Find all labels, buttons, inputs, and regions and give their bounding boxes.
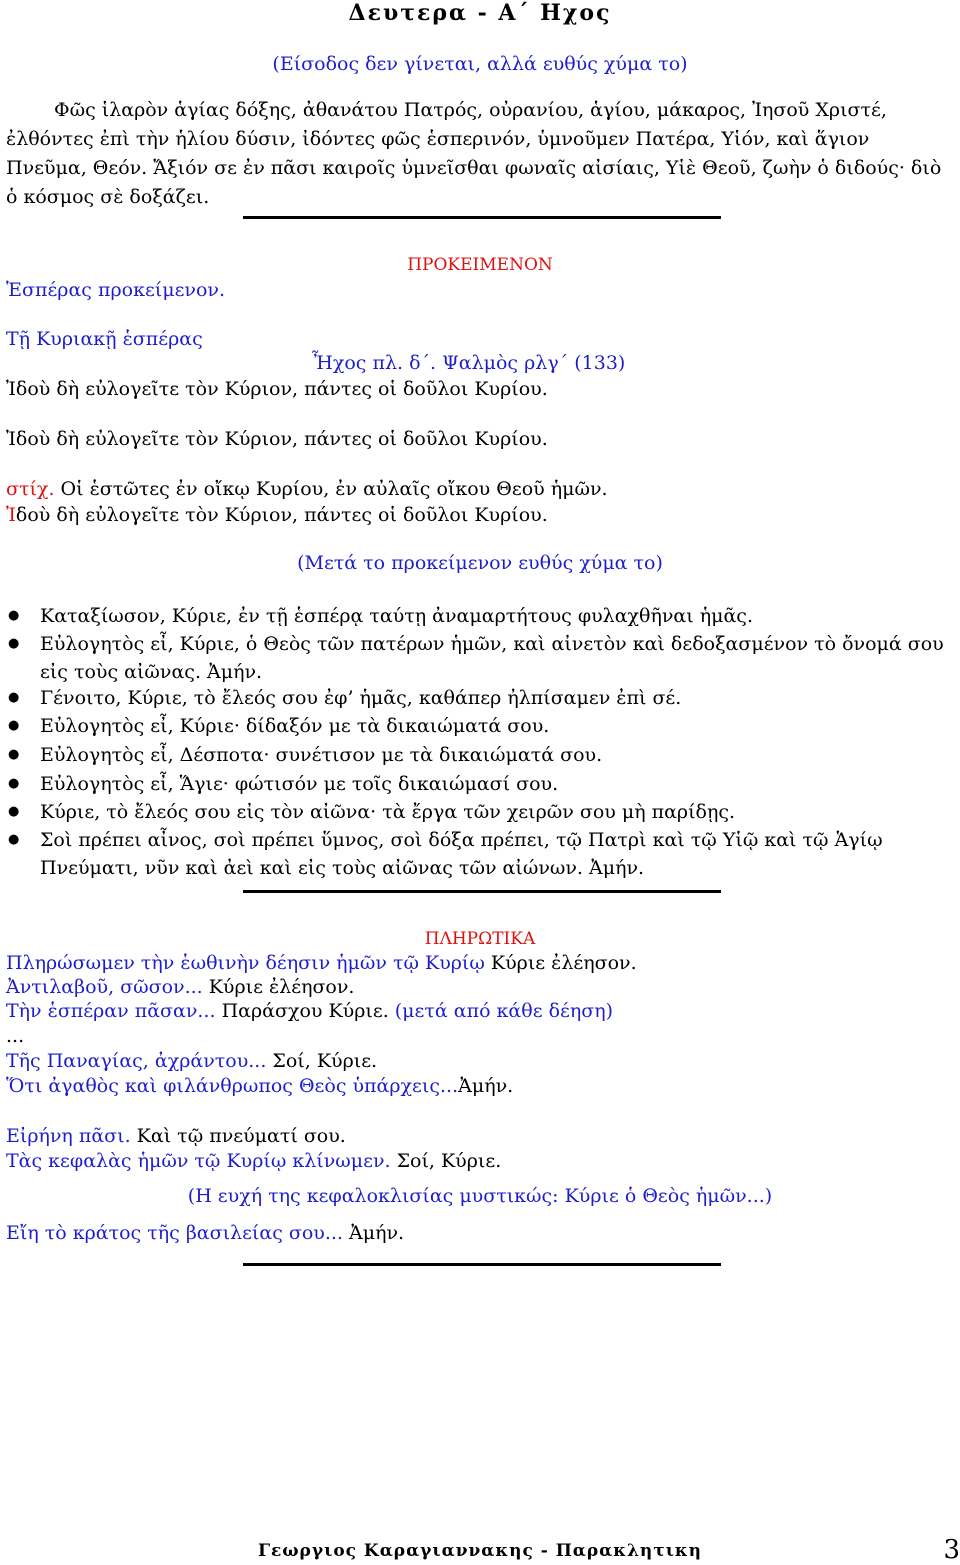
list-item: ● Σοὶ πρέπει αἶνος, σοὶ πρέπει ὕμνος, σοὶ δόξα πρέπει, τῷ Πατρὶ καὶ τῷ Υἱῷ καὶ τῷ Ἁγίῳ Πνεύματι, νῦν καὶ ἀεὶ καὶ εἰς τοὺς αἰῶνας τῶν αἰώνων. Ἀμήν.: [40, 826, 952, 882]
divider: [243, 216, 721, 219]
list-item: ● Εὐλογητὸς εἶ, Κύριε, ὁ Θεὸς τῶν πατέρων ἡμῶν, καὶ αἰνετὸν καὶ δεδοξασμένον τὸ ὄνομά σου εἰς τοὺς αἰῶνας. Ἀμήν.: [40, 630, 952, 686]
prokeimenon-label: Ἑσπέρας προκείμενον.: [6, 279, 226, 301]
after-prokeimenon-rubric: (Μετά το προκείμενον ευθύς χύμα το): [297, 552, 663, 574]
list-item: ● Εὐλογητὸς εἶ, Κύριε· δίδαξόν με τὰ δικαιώματά σου.: [40, 712, 952, 740]
divider: [243, 1263, 721, 1266]
response: Παράσχου Κύριε.: [215, 1000, 389, 1022]
plirotika-line: [6, 1073, 513, 1099]
prokeimenon-verse: Ἰδοὺ δὴ εὐλογεῖτε τὸν Κύριον, πάντες οἱ δοῦλοι Κυρίου.: [6, 378, 548, 400]
prokeimenon-stich: [6, 476, 608, 502]
prokeimenon-tone: Ἦχος πλ. δ΄. Ψαλμὸς ρλγ΄ (133): [312, 352, 626, 374]
response: Σοί, Κύριε.: [266, 1050, 378, 1072]
verse-text: δοὺ δὴ εὐλογεῖτε τὸν Κύριον, πάντες οἱ δοῦλοι Κυρίου.: [15, 504, 548, 526]
list-item: ● Καταξίωσον, Κύριε, ἐν τῇ ἑσπέρᾳ ταύτῃ ἀναμαρτήτους φυλαχθῆναι ἡμᾶς.: [40, 602, 952, 630]
plirotika-line: [6, 1123, 346, 1149]
phos-hilaron-text: Φῶς ἱλαρὸν ἁγίας δόξης, ἀθανάτου Πατρός, οὐρανίου, ἁγίου, μάκαρος, Ἰησοῦ Χριστέ, ἐλθόντες ἐπὶ τὴν ἡλίου δύσιν, ἰδόντες φῶς ἑσπερινόν, ὑμνοῦμεν Πατέρα, Υἱόν, καὶ ἅγιον Πνεῦμα, Θεόν. Ἄξιόν σε ἐν πᾶσι καιροῖς ὑμνεῖσθαι φωναῖς αἰσίαις, Υἱὲ Θεοῦ, ζωὴν ὁ διδούς· διὸ ὁ κόσμος σὲ δοξάζει.: [6, 99, 942, 208]
footer-text: Γεωργιος Καραγιαννακης - Παρακλητικη: [257, 1541, 703, 1561]
list-item: ● Εὐλογητὸς εἶ, Ἅγιε· φώτισόν με τοῖς δικαιώμασί σου.: [40, 770, 952, 798]
response: Καὶ τῷ πνεύματί σου.: [130, 1125, 346, 1147]
petition: Τῆς Παναγίας, ἀχράντου...: [6, 1050, 267, 1072]
list-item: ● Γένοιτο, Κύριε, τὸ ἔλεός σου ἐφ’ ἡμᾶς, καθάπερ ἠλπίσαμεν ἐπὶ σέ.: [40, 684, 952, 712]
plirotika-line: [6, 974, 354, 1000]
plirotika-line: [6, 1048, 377, 1074]
petition: Εἴη τὸ κράτος τῆς βασιλείας σου...: [6, 1222, 343, 1244]
verse-initial: Ἰ: [6, 504, 16, 526]
divider: [243, 890, 721, 893]
page-number: 3: [943, 1535, 960, 1565]
petition: Πληρώσωμεν τὴν ἑωθινὴν δέησιν ἡμῶν τῷ Κυρίῳ: [6, 952, 485, 974]
prokeimenon-verse-final: [6, 502, 548, 528]
list-item: ● Κύριε, τὸ ἔλεός σου εἰς τὸν αἰῶνα· τὰ ἔργα τῶν χειρῶν σου μὴ παρίδῃς.: [40, 798, 952, 826]
plirotika-line: [6, 1148, 501, 1174]
prokeimenon-day: Τῇ Κυριακῇ ἑσπέρας: [6, 328, 203, 350]
kefaloklisia-rubric: (Η ευχή της κεφαλοκλισίας μυστικώς: Κύριε ὁ Θεὸς ἡμῶν...): [187, 1185, 773, 1207]
list-item: ● Εὐλογητὸς εἶ, Δέσποτα· συνέτισον με τὰ δικαιώματά σου.: [40, 741, 952, 769]
response: Σοί, Κύριε.: [390, 1150, 502, 1172]
plirotika-line: [6, 998, 613, 1024]
prokeimenon-heading: ΠΡΟΚΕΙΜΕΝΟΝ: [407, 255, 553, 275]
plirotika-heading: ΠΛΗΡΩΤΙΚΑ: [424, 929, 536, 949]
petition: Τὴν ἑσπέραν πᾶσαν...: [6, 1000, 216, 1022]
plirotika-line: [6, 1220, 404, 1246]
plirotika-line: [6, 950, 637, 976]
petition: Εἰρήνη πᾶσι.: [6, 1125, 131, 1147]
response: Ἀμήν.: [342, 1222, 405, 1244]
stich-label: στίχ.: [6, 478, 55, 500]
petition: Ἀντιλαβοῦ, σῶσον...: [6, 976, 203, 998]
petition: Τὰς κεφαλὰς ἡμῶν τῷ Κυρίῳ κλίνωμεν.: [6, 1150, 391, 1172]
stich-text: Οἱ ἑστῶτες ἐν οἴκῳ Κυρίου, ἐν αὐλαῖς οἴκου Θεοῦ ἡμῶν.: [54, 478, 608, 500]
rubric-note: (μετά από κάθε δέηση): [388, 1000, 614, 1022]
response: Κύριε ἐλέησον.: [202, 976, 355, 998]
petition: Ὅτι ἀγαθὸς καὶ φιλάνθρωπος Θεὸς ὑπάρχεις...: [6, 1075, 459, 1097]
response: Ἀμήν.: [458, 1075, 514, 1097]
response: Κύριε ἐλέησον.: [484, 952, 637, 974]
page-header: Δευτερα - Α΄ Ηχος: [348, 0, 612, 26]
intro-rubric: (Είσοδος δεν γίνεται, αλλά ευθύς χύμα το): [272, 53, 688, 75]
prokeimenon-verse-repeat: Ἰδοὺ δὴ εὐλογεῖτε τὸν Κύριον, πάντες οἱ δοῦλοι Κυρίου.: [6, 428, 548, 450]
plirotika-ellipsis: ...: [6, 1025, 25, 1047]
